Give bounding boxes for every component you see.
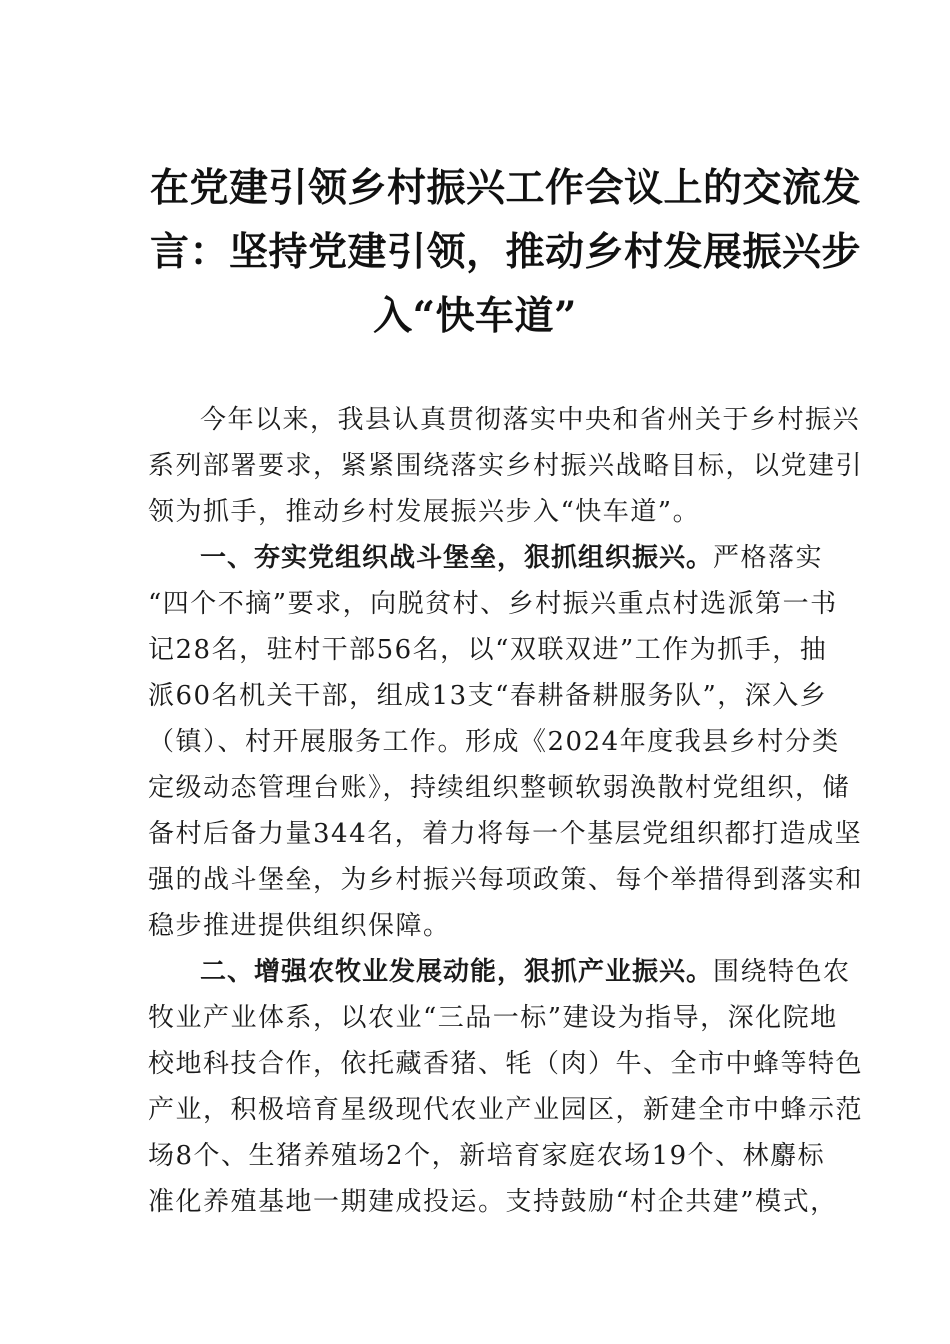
section1-line-4: 派60名机关干部，组成13支“春耕备耕服务队”，深入乡	[148, 681, 828, 711]
section2-line-4: 产业，积极培育星级现代农业产业园区，新建全市中蜂示范	[148, 1095, 864, 1125]
section1-line-5: （镇）、村开展服务工作。形成《2024年度我县乡村分类	[148, 727, 840, 757]
title-line-3: 入“快车道”	[373, 293, 577, 339]
section1-line-8: 强的战斗堡垒，为乡村振兴每项政策、每个举措得到落实和	[148, 865, 864, 895]
section1-first-line	[148, 535, 824, 581]
intro-line-1: 今年以来，我县认真贯彻落实中央和省州关于乡村振兴	[200, 405, 861, 435]
section2-first-rest: 围绕特色农	[713, 957, 851, 987]
section1-paragraph	[148, 535, 864, 949]
section1-line-2: “四个不摘”要求，向脱贫村、乡村振兴重点村选派第一书	[148, 589, 838, 619]
intro-paragraph	[148, 397, 864, 535]
section1-line-6: 定级动态管理台账》，持续组织整顿软弱涣散村党组织，储	[148, 773, 851, 803]
title-line-2: 言：坚持党建引领，推动乡村发展振兴步	[150, 229, 862, 275]
section1-line-3: 记28名，驻村干部56名，以“双联双进”工作为抓手，抽	[148, 635, 828, 665]
section1-line-9: 稳步推进提供组织保障。	[148, 911, 451, 941]
section1-first-rest: 严格落实	[713, 543, 824, 573]
section2-paragraph	[148, 949, 864, 1225]
section2-first-line	[148, 949, 851, 995]
intro-line-2: 系列部署要求，紧紧围绕落实乡村振兴战略目标，以党建引	[148, 451, 864, 481]
document-body	[148, 397, 864, 1225]
intro-line-3: 领为抓手，推动乡村发展振兴步入“快车道”。	[148, 497, 701, 527]
section1-line-7: 备村后备力量344名，着力将每一个基层党组织都打造成坚	[148, 819, 863, 849]
document-title	[150, 156, 862, 348]
title-line-1: 在党建引领乡村振兴工作会议上的交流发	[150, 165, 862, 211]
section2-line-6: 准化养殖基地一期建成投运。支持鼓励“村企共建”模式，	[148, 1187, 838, 1217]
section2-line-3: 校地科技合作，依托藏香猪、牦（肉）牛、全市中蜂等特色	[148, 1049, 864, 1079]
section2-line-5: 场8个、生猪养殖场2个，新培育家庭农场19个、林麝标	[148, 1141, 826, 1171]
section2-heading: 二、增强农牧业发展动能，狠抓产业振兴。	[200, 957, 714, 987]
section1-heading: 一、夯实党组织战斗堡垒，狠抓组织振兴。	[200, 543, 714, 573]
section2-line-2: 牧业产业体系，以农业“三品一标”建设为指导，深化院地	[148, 1003, 838, 1033]
